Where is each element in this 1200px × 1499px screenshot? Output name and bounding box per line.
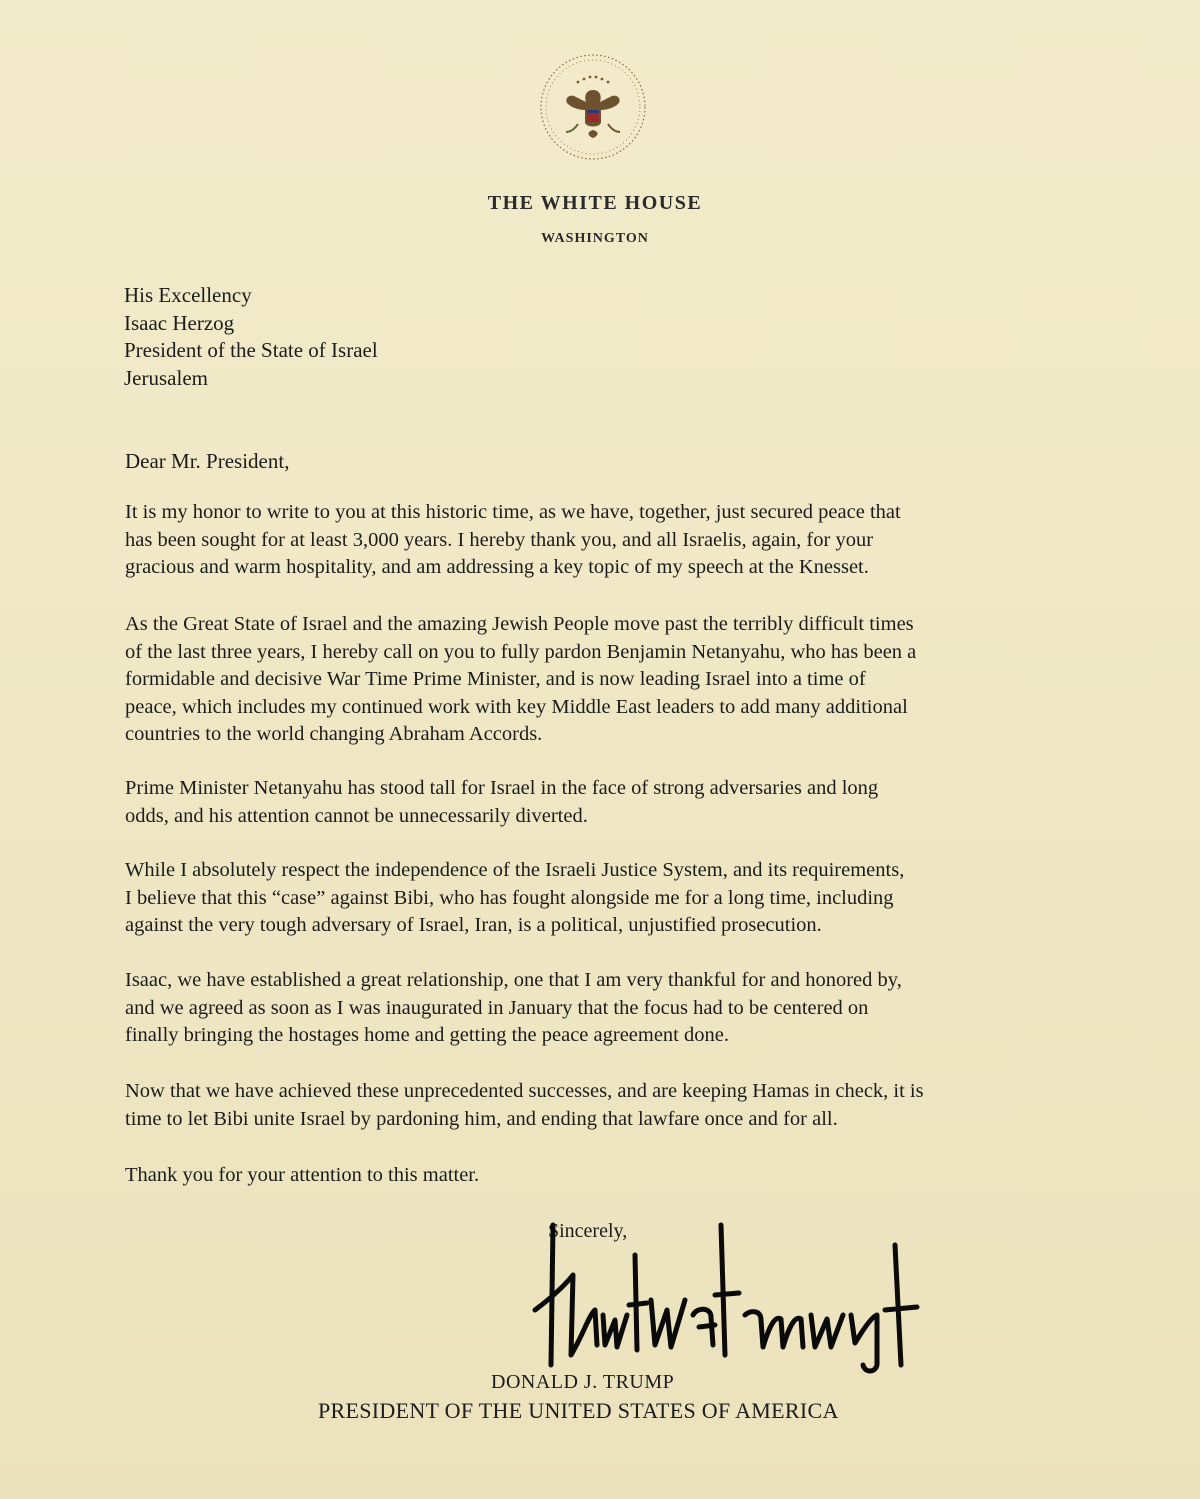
paragraph-line: has been sought for at least 3,000 years. I hereby thank you, and all Israelis, again, for your bbox=[125, 528, 874, 551]
paragraph-line: It is my honor to write to you at this historic time, as we have, together, just secured peace that bbox=[125, 501, 901, 523]
presidential-seal-icon bbox=[538, 52, 648, 162]
paragraph-line: finally bringing the hostages home and getting the peace agreement done. bbox=[125, 1024, 729, 1046]
signer-name: DONALD J. TRUMP bbox=[491, 1371, 675, 1393]
addressee-line: Jerusalem bbox=[124, 365, 208, 390]
paragraph bbox=[125, 1162, 1075, 1190]
paragraph-line: Thank you for your attention to this matter. bbox=[125, 1164, 480, 1186]
signer-title: PRESIDENT OF THE UNITED STATES OF AMERICA bbox=[318, 1398, 839, 1423]
paragraph bbox=[125, 775, 1075, 830]
paragraph-line: While I absolutely respect the independence of the Israeli Justice System, and its requirements, bbox=[125, 859, 905, 881]
paragraph-line: I believe that this “case” against Bibi, who has fought alongside me for a long time, including bbox=[125, 886, 894, 909]
salutation: Dear Mr. President, bbox=[125, 449, 290, 473]
paragraph-line: peace, which includes my continued work with key Middle East leaders to add many additional bbox=[125, 695, 908, 718]
paragraph-line: Prime Minister Netanyahu has stood tall for Israel in the face of strong adversaries and long bbox=[125, 777, 879, 799]
paragraph bbox=[125, 611, 1075, 749]
paragraph-line: Isaac, we have established a great relationship, one that I am very thankful for and honored by, bbox=[125, 969, 902, 991]
paragraph bbox=[125, 499, 1075, 582]
paragraph-line: As the Great State of Israel and the amazing Jewish People move past the terribly difficult times bbox=[125, 613, 914, 635]
paragraph-line: of the last three years, I hereby call on you to fully pardon Benjamin Netanyahu, who has been a bbox=[125, 640, 917, 663]
paragraph bbox=[125, 967, 1075, 1050]
closing: Sincerely, bbox=[548, 1220, 628, 1242]
letterhead-subtitle: WASHINGTON bbox=[541, 231, 649, 246]
paragraph-line: formidable and decisive War Time Prime Minister, and is now leading Israel into a time of bbox=[125, 668, 866, 690]
addressee-line: Isaac Herzog bbox=[124, 310, 235, 335]
paragraph-line: and we agreed as soon as I was inaugurated in January that the focus had to be centered on bbox=[125, 996, 869, 1019]
signature-icon bbox=[525, 1215, 925, 1375]
paragraph bbox=[125, 857, 1075, 940]
paragraph-line: against the very tough adversary of Israel, Iran, is a political, unjustified prosecution. bbox=[125, 914, 822, 936]
paragraph-line: countries to the world changing Abraham Accords. bbox=[125, 723, 543, 745]
paragraph-line: gracious and warm hospitality, and am addressing a key topic of my speech at the Knesset. bbox=[125, 556, 869, 578]
addressee-block bbox=[124, 282, 378, 392]
paragraph-line: Now that we have achieved these unprecedented successes, and are keeping Hamas in check, it is bbox=[125, 1080, 924, 1102]
addressee-line: President of the State of Israel bbox=[124, 338, 378, 362]
paragraph-line: odds, and his attention cannot be unnecessarily diverted. bbox=[125, 804, 588, 827]
letterhead-title: THE WHITE HOUSE bbox=[487, 192, 703, 214]
addressee-line: His Excellency bbox=[124, 283, 252, 307]
paragraph-line: time to let Bibi unite Israel by pardoning him, and ending that lawfare once and for all. bbox=[125, 1107, 838, 1130]
paragraph bbox=[125, 1078, 1075, 1133]
